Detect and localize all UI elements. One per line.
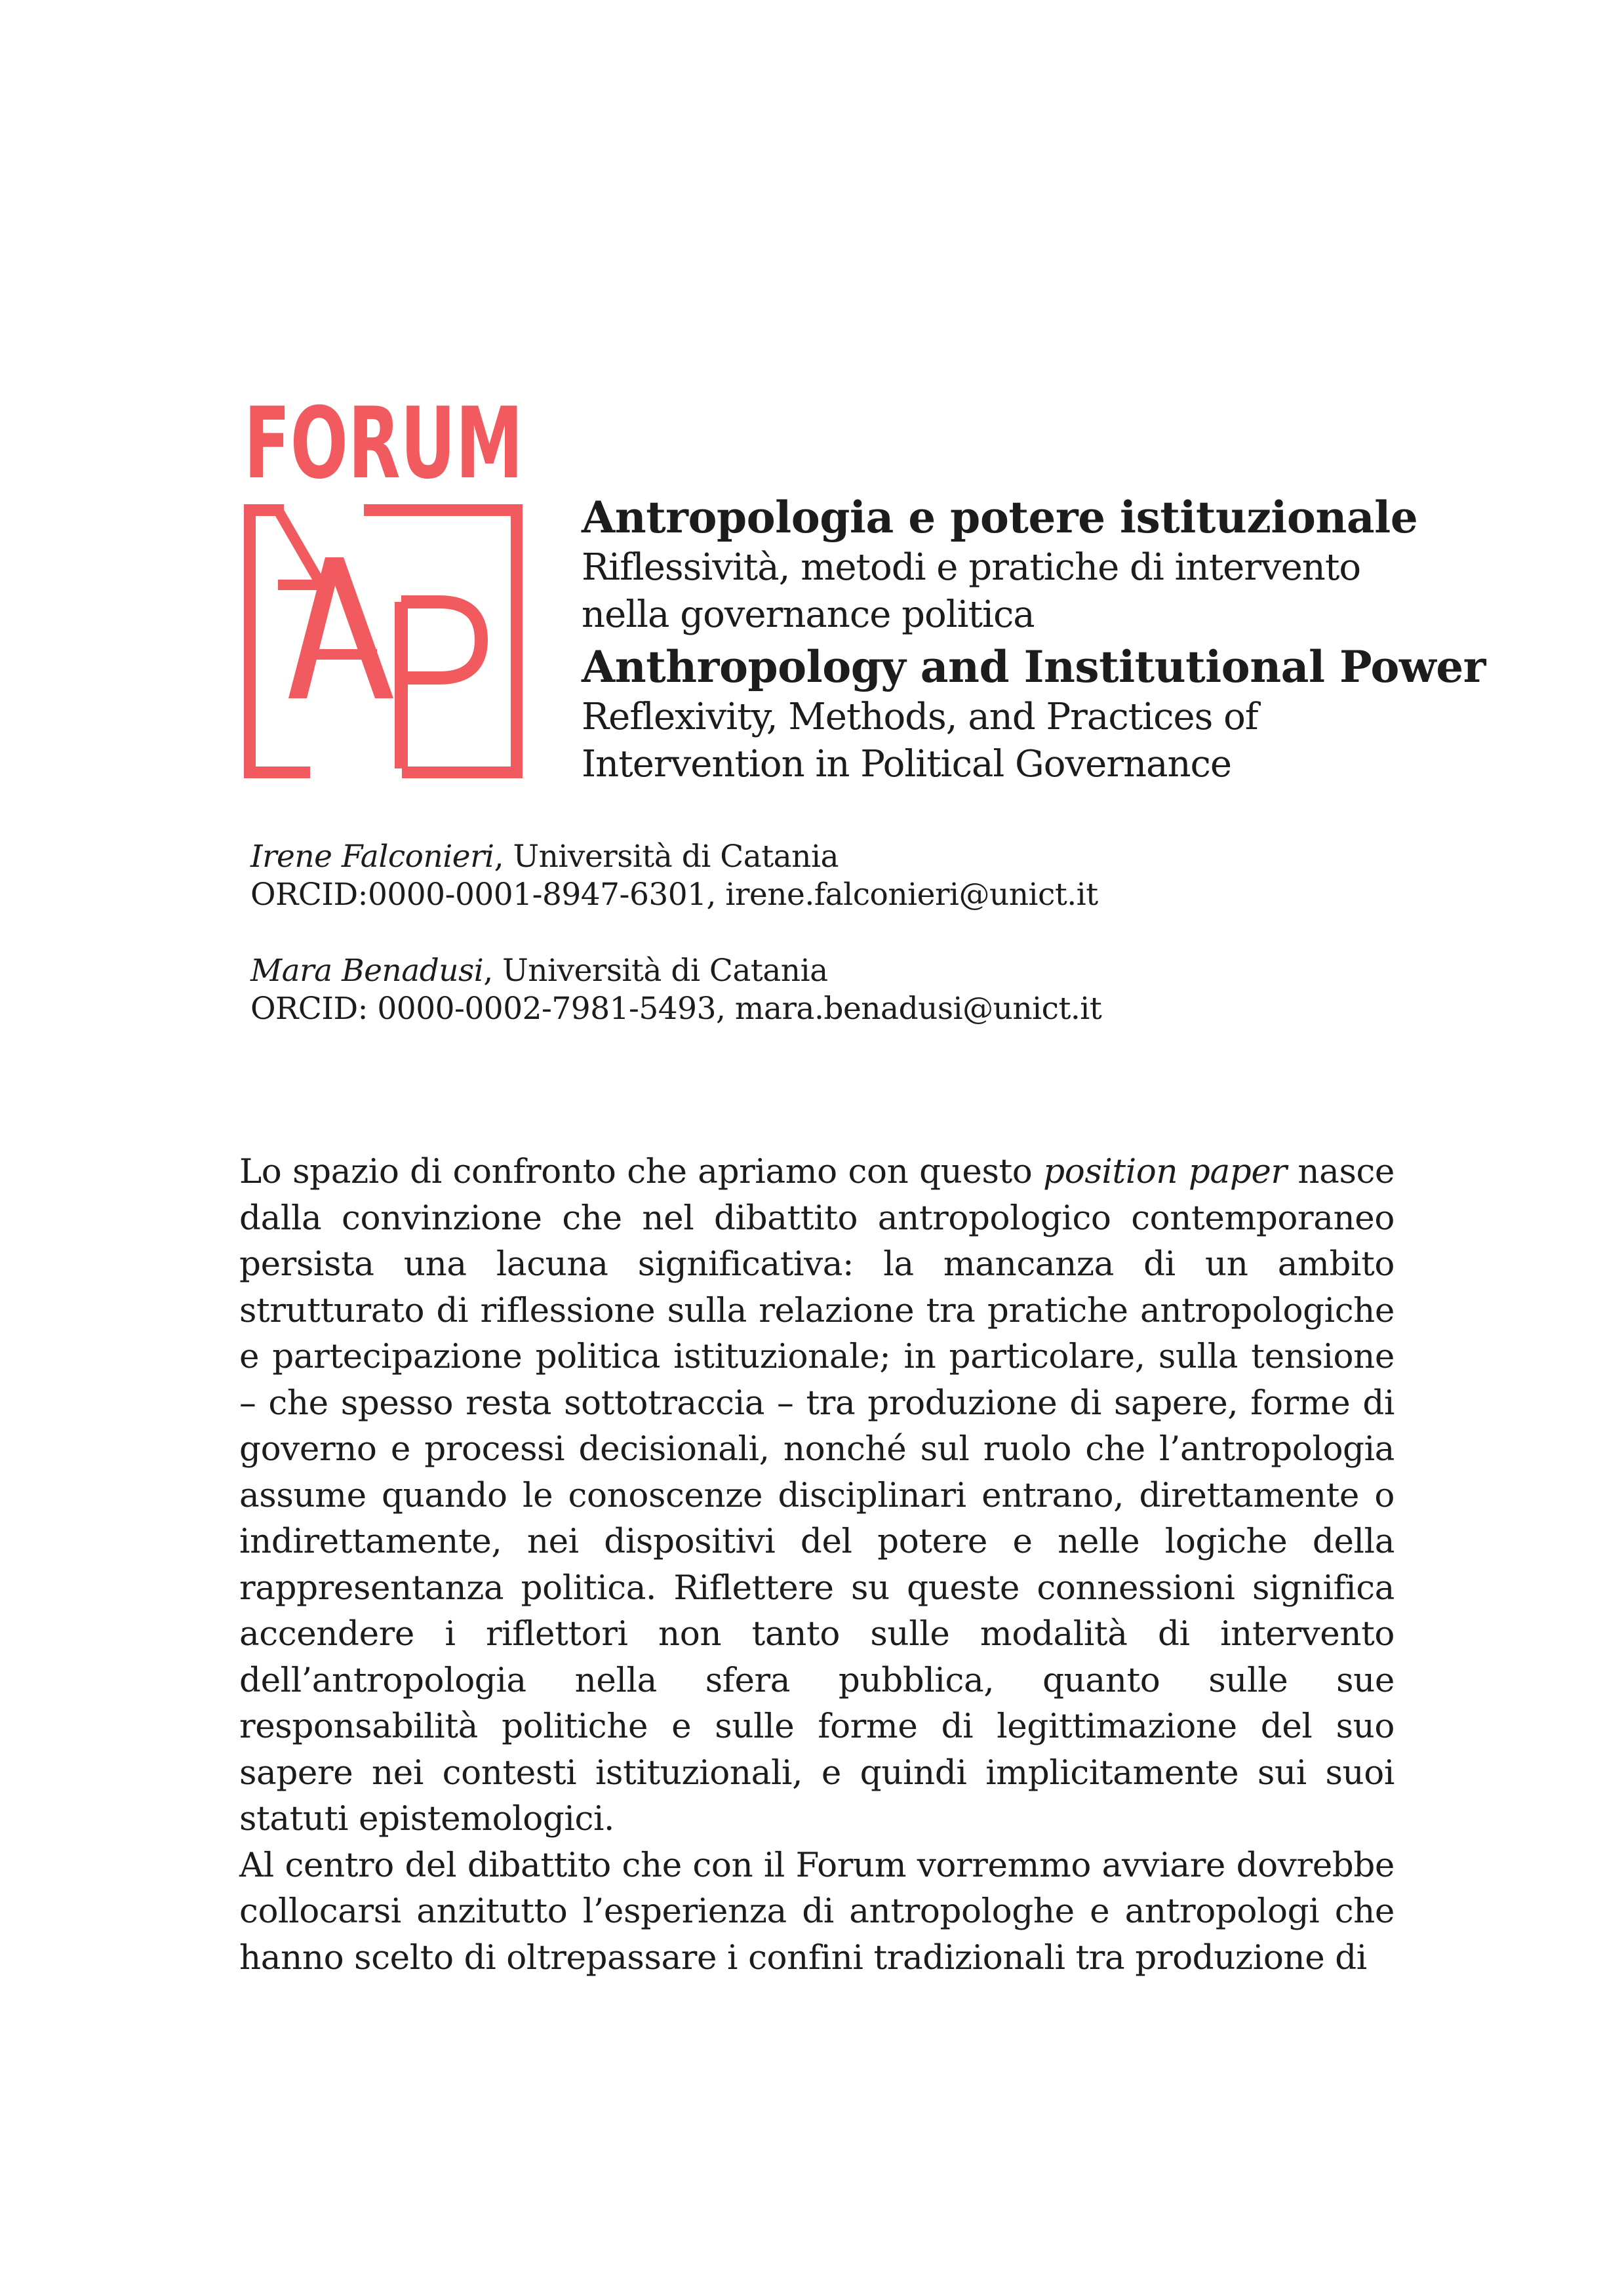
paragraph-1 (239, 1149, 1395, 1842)
paragraph-1-rest: nasce dalla convinzione che nel dibattito antropologico contemporaneo persista una lacuna significativa: la mancanza di un ambito strutturato di riflessione sulla relazione tra pratiche antropologiche e partecipazione politica istituzionale; in particolare, sulla tensione – che spesso resta sottotraccia – tra produzione di sapere, forme di governo e processi decisionali, nonché sul ruolo che l’antropologia assume quando le conoscenze disciplinari entrano, direttamente o indirettamente, nei dispositivi del potere e nelle logiche della rappresentanza politica. Riflettere su queste connessioni significa accendere i riflettori non tanto sulle modalità di intervento dell’antropologia nella sfera pubblica, quanto sulle sue responsabilità politiche e sulle forme di legittimazione del suo sapere nei contesti istituzionali, e quindi implicitamente sui suoi statuti epistemologici. (239, 1152, 1395, 1839)
body-text (239, 1149, 1395, 1981)
paragraph-1-start: Lo spazio di confronto che apriamo con questo (239, 1152, 1044, 1191)
logo-ap-mark-icon (278, 510, 481, 768)
author-entry (250, 838, 1101, 914)
author-affiliation: , Università di Catania (483, 953, 828, 989)
title-english: Anthropology and Institutional Power (582, 641, 1486, 692)
author-entry (250, 952, 1101, 1028)
author-line (250, 952, 1101, 990)
author-name: Irene Falconieri (250, 839, 494, 875)
logo-word: FORUM (244, 387, 523, 501)
paragraph-2: Al centro del dibattito che con il Forum vorremmo avviare dovrebbe collocarsi anzitutto l’esperienza di antropologhe e antropologi che hanno scelto di oltrepassare i confini tradizionali tra produzione di (239, 1845, 1395, 1978)
authors-block (250, 838, 1101, 1066)
forum-ap-logo (244, 387, 526, 780)
author-orcid-email: ORCID: 0000-0002-7981-5493, mara.benadusi@unict.it (250, 991, 1102, 1027)
author-affiliation: , Università di Catania (494, 839, 839, 875)
title-block (582, 490, 1604, 788)
subtitle-italian-line-2: nella governance politica (582, 593, 1035, 636)
author-orcid-email: ORCID:0000-0001-8947-6301, irene.falconieri@unict.it (250, 877, 1098, 913)
author-name: Mara Benadusi (250, 953, 484, 989)
subtitle-italian-line-1: Riflessività, metodi e pratiche di intervento (582, 546, 1361, 589)
paragraph-1-emphasis: position paper (1043, 1152, 1287, 1191)
title-italian: Antropologia e potere istituzionale (582, 492, 1418, 543)
subtitle-english-line-1: Reflexivity, Methods, and Practices of (582, 696, 1258, 738)
author-line (250, 838, 1101, 876)
subtitle-english-line-2: Intervention in Political Governance (582, 743, 1232, 786)
